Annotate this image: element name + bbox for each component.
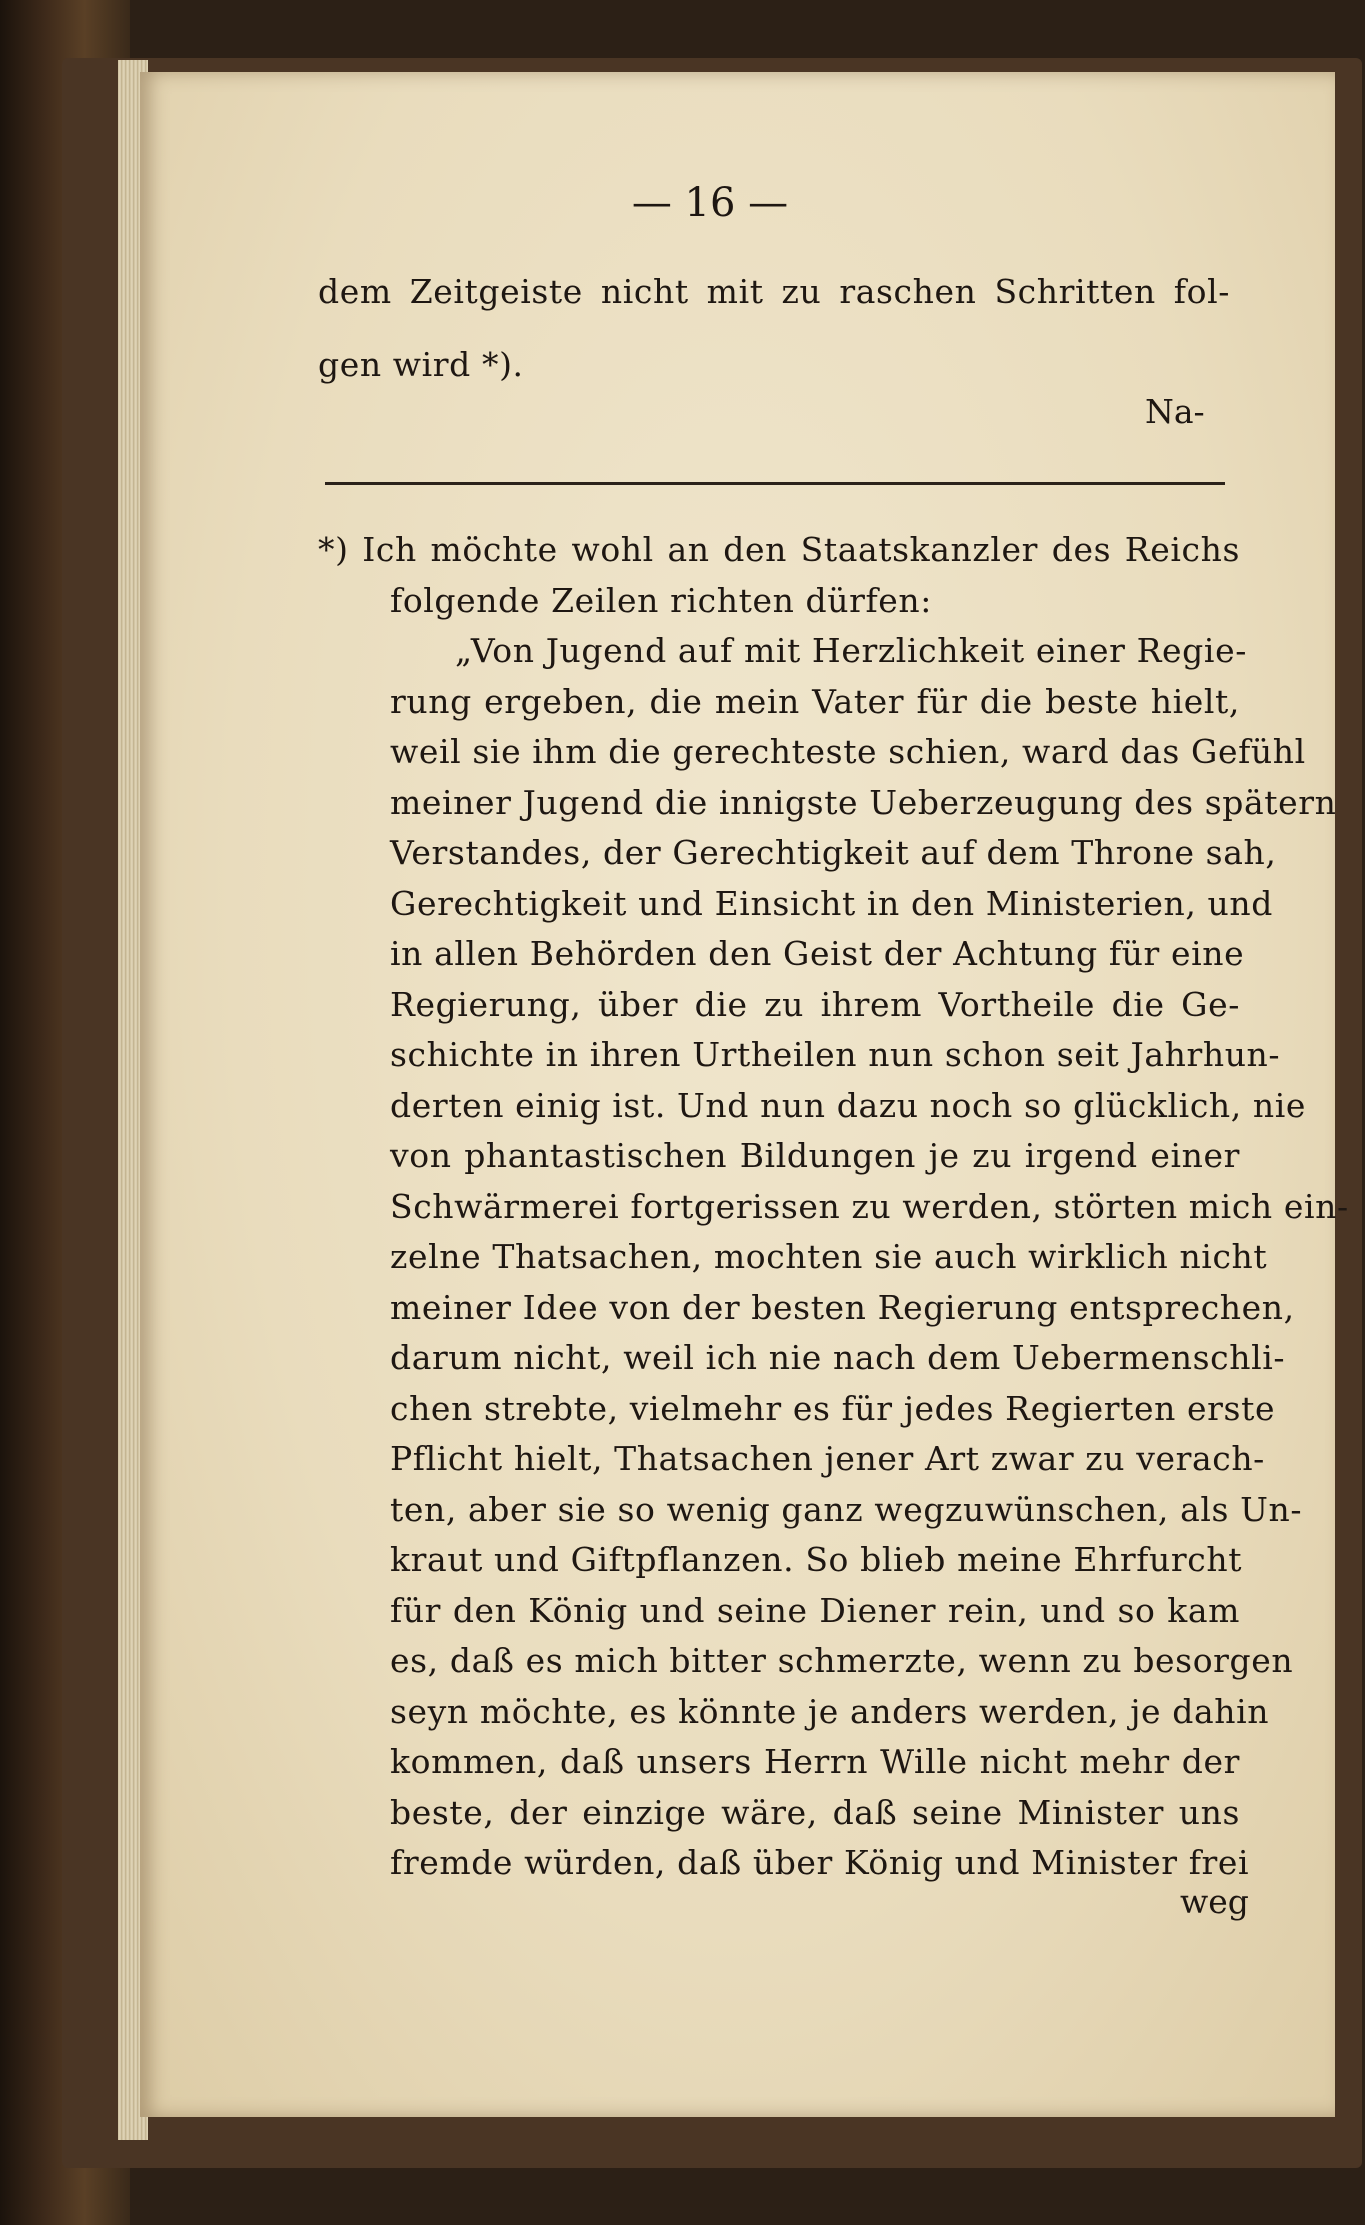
footnote-line: kraut und Giftpflanzen. So blieb meine Ehrfurcht bbox=[390, 1540, 1243, 1579]
footnote-line: es, daß es mich bitter schmerzte, wenn zu besorgen bbox=[390, 1641, 1294, 1680]
footnote-line: in allen Behörden den Geist der Achtung für eine bbox=[390, 934, 1245, 973]
page-number: — 16 — bbox=[631, 180, 789, 226]
catchword: Na- bbox=[1145, 392, 1205, 431]
footnote-line: seyn möchte, es könnte je anders werden, je dahin bbox=[390, 1692, 1270, 1731]
footnote-line: Verstandes, der Gerechtigkeit auf dem Throne sah, bbox=[390, 833, 1277, 872]
footnote-line: Regierung, über die zu ihrem Vortheile die Ge- bbox=[390, 985, 1240, 1024]
footnote-line: schichte in ihren Urtheilen nun schon seit Jahrhun- bbox=[390, 1035, 1281, 1074]
footnote-line: chen strebte, vielmehr es für jedes Regierten erste bbox=[390, 1389, 1276, 1428]
footnote-rule bbox=[325, 482, 1225, 485]
footnote-line: beste, der einzige wäre, daß seine Minister uns bbox=[390, 1793, 1240, 1832]
main-text-line: dem Zeitgeiste nicht mit zu raschen Schritten fol- bbox=[318, 272, 1230, 311]
footnote-line: „Von Jugend auf mit Herzlichkeit einer Regie- bbox=[455, 631, 1247, 670]
footnote-line: derten einig ist. Und nun dazu noch so glücklich, nie bbox=[390, 1086, 1307, 1125]
footnote-line: weil sie ihm die gerechteste schien, ward das Gefühl bbox=[390, 732, 1306, 771]
footnote-line: meiner Jugend die innigste Ueberzeugung des spätern bbox=[390, 783, 1337, 822]
footnote-line: ten, aber sie so wenig ganz wegzuwünschen, als Un- bbox=[390, 1490, 1303, 1529]
footnote-line: Schwärmerei fortgerissen zu werden, störten mich ein- bbox=[390, 1187, 1349, 1226]
footnote-catchword: weg bbox=[1180, 1882, 1249, 1921]
footnote-line: rung ergeben, die mein Vater für die beste hielt, bbox=[390, 682, 1240, 721]
footnote-line: darum nicht, weil ich nie nach dem Uebermenschli- bbox=[390, 1338, 1286, 1377]
footnote-line: kommen, daß unsers Herrn Wille nicht mehr der bbox=[390, 1742, 1240, 1781]
footnote-line: folgende Zeilen richten dürfen: bbox=[390, 581, 932, 620]
footnote-line: für den König und seine Diener rein, und so kam bbox=[390, 1591, 1240, 1630]
footnote-line: Gerechtigkeit und Einsicht in den Ministerien, und bbox=[390, 884, 1273, 923]
main-text-line: gen wird *). bbox=[318, 345, 524, 384]
footnote-line: von phantastischen Bildungen je zu irgend einer bbox=[390, 1136, 1240, 1175]
footnote-line: zelne Thatsachen, mochten sie auch wirklich nicht bbox=[390, 1237, 1268, 1276]
footnote-line: Pflicht hielt, Thatsachen jener Art zwar zu verach- bbox=[390, 1439, 1265, 1478]
footnote-line: fremde würden, daß über König und Minister frei bbox=[390, 1843, 1250, 1882]
footnote-line: *) Ich möchte wohl an den Staatskanzler des Reichs bbox=[318, 530, 1240, 569]
footnote-line: meiner Idee von der besten Regierung entsprechen, bbox=[390, 1288, 1295, 1327]
